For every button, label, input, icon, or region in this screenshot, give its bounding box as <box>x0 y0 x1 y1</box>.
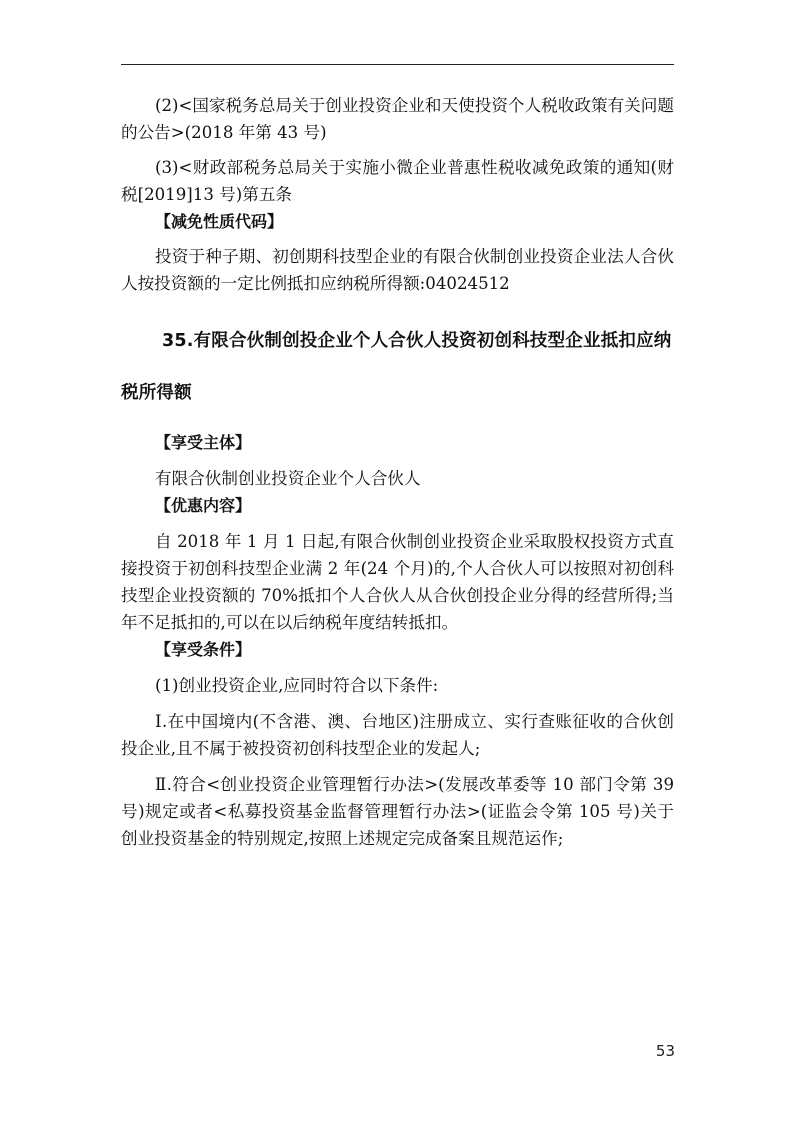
reference-item-3: (3)<财政部税务总局关于实施小微企业普惠性税收减免政策的通知(财税[2019]13 号)第五条 <box>121 158 674 204</box>
benefit-label: 【优惠内容】 <box>155 496 252 515</box>
page-number: 53 <box>655 1042 675 1060</box>
subject-text: 有限合伙制创业投资企业个人合伙人 <box>155 469 421 488</box>
subject-label: 【享受主体】 <box>155 433 252 452</box>
condition-intro: (1)创业投资企业,应同时符合以下条件: <box>155 676 439 695</box>
code-text: 投资于种子期、初创期科技型企业的有限合伙制创业投资企业法人合伙人按投资额的一定比例抵扣应纳税所得额:04024512 <box>121 247 674 293</box>
code-label: 【减免性质代码】 <box>155 212 284 231</box>
document-body <box>121 92 674 852</box>
reference-item-2: (2)<国家税务总局关于创业投资企业和天使投资个人税收政策有关问题的公告>(2018 年第 43 号) <box>121 96 674 142</box>
header-rule <box>121 64 674 65</box>
condition-label: 【享受条件】 <box>155 640 252 659</box>
benefit-text: 自 2018 年 1 月 1 日起,有限合伙制创业投资企业采取股权投资方式直接投资于初创科技型企业满 2 年(24 个月)的,个人合伙人可以按照对初创科技型企业投资额的 70%抵扣个人合伙人从合伙创投企业分得的经营所得;当年不足抵扣的,可以在以后纳税年度结转抵扣。 <box>121 532 674 632</box>
condition-i: Ⅰ.在中国境内(不含港、澳、台地区)注册成立、实行查账征收的合伙创投企业,且不属于被投资初创科技型企业的发起人; <box>121 712 674 758</box>
condition-ii: Ⅱ.符合<创业投资企业管理暂行办法>(发展改革委等 10 部门令第 39 号)规定或者<私募投资基金监督管理暂行办法>(证监会令第 105 号)关于创业投资基金的特别规定,按照上述规定完成备案且规范运作; <box>121 775 674 848</box>
section-heading-35: 35.有限合伙制创投企业个人合伙人投资初创科技型企业抵扣应纳税所得额 <box>121 331 672 403</box>
